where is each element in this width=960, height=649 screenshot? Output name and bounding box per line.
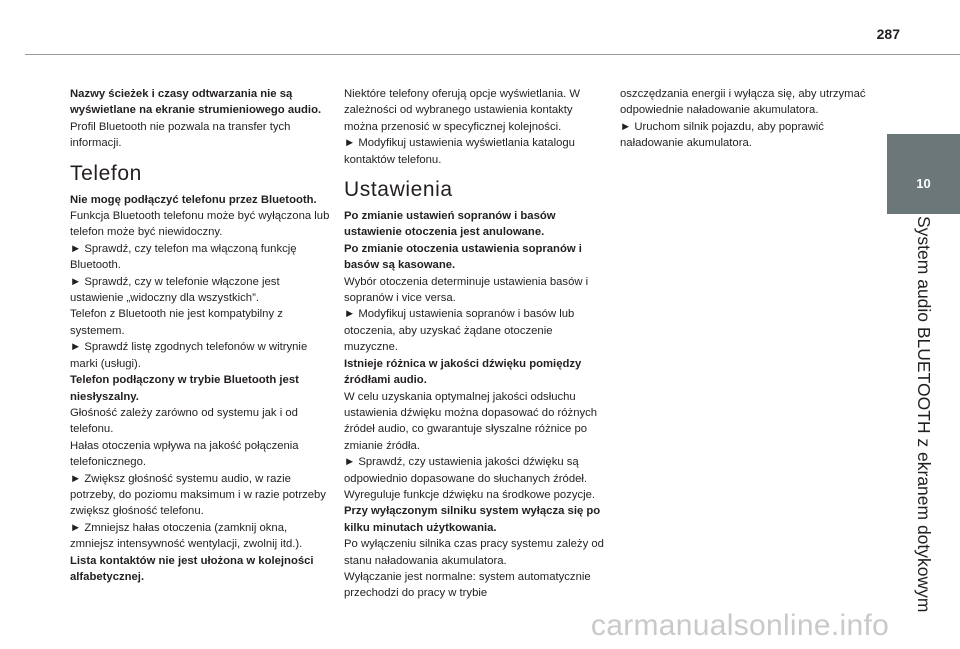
paragraph: Funkcja Bluetooth telefonu może być wyłączona lub telefon może być niewidoczny. xyxy=(70,210,330,239)
paragraph: Profil Bluetooth nie pozwala na transfer tych informacji. xyxy=(70,120,291,150)
paragraph: Po wyłączeniu silnika czas pracy systemu zależy od stanu naładowania akumulatora. xyxy=(344,538,604,567)
paragraph: Niektóre telefony oferują opcje wyświetlania. W zależności od wybranego ustawienia kontakty można przenosić w specyficznej kolejności. xyxy=(344,88,581,133)
paragraph: ► Uruchom silnik pojazdu, aby poprawić naładowanie akumulatora. xyxy=(620,120,824,150)
bold-paragraph: Po zmianie otoczenia ustawienia sopranów i basów są kasowane. xyxy=(344,242,582,272)
paragraph: ► Zwiększ głośność systemu audio, w razie potrzeby, do poziomu maksimum i w razie potrzeby zwiększ głośność telefonu. xyxy=(70,472,326,518)
text-column-3 xyxy=(620,86,882,152)
header-divider xyxy=(25,54,960,55)
section-heading: Telefon xyxy=(70,161,142,185)
paragraph: ► Zmniejsz hałas otoczenia (zamknij okna, zmniejsz intensywność wentylacji, zwolnij itd.). xyxy=(70,521,303,551)
bold-paragraph: Telefon podłączony w trybie Bluetooth jest niesłyszalny. xyxy=(70,374,299,403)
bold-paragraph: Nie mogę podłączyć telefonu przez Bluetooth. xyxy=(70,193,317,206)
paragraph: Głośność zależy zarówno od systemu jak i od telefonu. xyxy=(70,406,298,436)
bold-paragraph: Po zmianie ustawień sopranów i basów ustawienie otoczenia jest anulowane. xyxy=(344,210,556,239)
paragraph: ► Sprawdź, czy w telefonie włączone jest ustawienie „widoczny dla wszystkich”. xyxy=(70,275,280,305)
chapter-title: System audio BLUETOOTH z ekranem dotykowym xyxy=(914,216,934,613)
paragraph: W celu uzyskania optymalnej jakości odsłuchu ustawienia dźwięku można dopasować do różnych źródeł audio, co gwarantuje słyszalne różnice po zmianie źródła. xyxy=(344,390,598,452)
paragraph: ► Sprawdź, czy ustawienia jakości dźwięku są odpowiednio dopasowane do słuchanych źródeł. Wyreguluje funkcje dźwięku na środkowe pozycje. xyxy=(344,456,596,501)
chapter-number: 10 xyxy=(916,176,931,191)
section-heading: Ustawienia xyxy=(344,178,453,202)
page-number: 287 xyxy=(876,26,900,42)
text-column-2 xyxy=(344,86,606,602)
text-column-1 xyxy=(70,86,330,585)
paragraph: Wybór otoczenia determinuje ustawienia basów i sopranów i vice versa. xyxy=(344,275,589,305)
bold-paragraph: Przy wyłączonym silniku system wyłącza się po kilku minutach użytkowania. xyxy=(344,505,601,534)
paragraph: oszczędzania energii i wyłącza się, aby utrzymać odpowiednie naładowanie akumulatora. xyxy=(620,88,866,117)
paragraph: ► Modyfikuj ustawienia wyświetlania katalogu kontaktów telefonu. xyxy=(344,137,575,166)
paragraph: ► Sprawdź listę zgodnych telefonów w witrynie marki (usługi). xyxy=(70,341,308,370)
paragraph: Hałas otoczenia wpływa na jakość połączenia telefonicznego. xyxy=(70,439,299,469)
paragraph: ► Sprawdź, czy telefon ma włączoną funkcję Bluetooth. xyxy=(70,242,297,272)
chapter-tab xyxy=(887,134,960,214)
paragraph: Wyłączanie jest normalne: system automatycznie przechodzi do pracy w trybie xyxy=(344,570,591,600)
bold-paragraph: Nazwy ścieżek i czasy odtwarzania nie są wyświetlane na ekranie strumieniowego audio. xyxy=(70,88,322,117)
bold-paragraph: Lista kontaktów nie jest ułożona w kolejności alfabetycznej. xyxy=(70,554,314,583)
watermark: carmanualsonline.info xyxy=(590,609,890,642)
paragraph: ► Modyfikuj ustawienia sopranów i basów lub otoczenia, aby uzyskać żądane otoczenie muzyczne. xyxy=(344,308,575,354)
paragraph: Telefon z Bluetooth nie jest kompatybilny z systemem. xyxy=(70,308,283,337)
bold-paragraph: Istnieje różnica w jakości dźwięku pomiędzy źródłami audio. xyxy=(344,357,582,387)
